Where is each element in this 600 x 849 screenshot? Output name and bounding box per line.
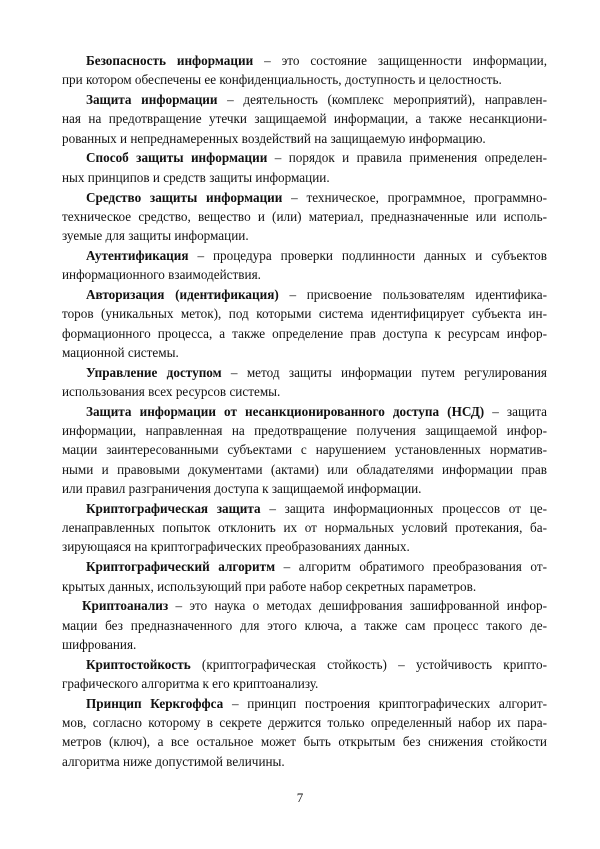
definition-term: Криптографический алгоритм <box>86 559 276 575</box>
definition-term: Аутентификация <box>86 247 189 263</box>
definition-text: или правил разграничения доступа к защищаемой информации. <box>62 481 422 497</box>
definition-paragraph <box>62 596 547 654</box>
definition-text: – присвоение пользователям идентифика- <box>278 287 547 303</box>
definition-text: формационного процесса, а также определение прав доступа к ресурсам инфор- <box>62 325 547 341</box>
definition-text: зирующаяся на криптографических преобразованиях данных. <box>62 539 410 555</box>
document-body <box>62 51 547 771</box>
definition-text: – техническое, программное, программно- <box>282 189 547 205</box>
definition-text: информационного взаимодействия. <box>62 267 261 283</box>
definition-text: шифрования. <box>62 636 137 652</box>
definition-text: – алгоритм обратимого преобразования от- <box>275 559 548 575</box>
definition-paragraph <box>62 246 547 285</box>
definition-text: информации, направленная на предотвращение получения защищаемой инфор- <box>62 423 547 439</box>
definition-paragraph <box>62 51 547 90</box>
definition-text: рованных и непреднамеренных воздействий на защищаемую информацию. <box>62 130 486 146</box>
definition-term: Принцип Керкгоффса <box>86 695 224 711</box>
definition-text: мации заинтересованными субъектами с нарушением установленных норматив- <box>62 442 547 458</box>
definition-paragraph <box>62 402 547 498</box>
definition-text: – деятельность (комплекс мероприятий), направлен- <box>217 92 547 108</box>
definition-paragraph <box>62 655 547 694</box>
definition-text: – защита <box>484 403 547 419</box>
definition-text: графического алгоритма к его криптоанализу. <box>62 676 319 691</box>
definition-text: мов, согласно которому в секрете держится только определенный набор их пара- <box>62 715 547 731</box>
definition-paragraph <box>62 694 547 771</box>
definition-text: крытых данных, использующий при работе набор секретных параметров. <box>62 578 477 594</box>
definition-text: алгоритма ниже допустимой величины. <box>62 753 285 769</box>
definition-paragraph <box>62 90 547 148</box>
definition-term: Защита информации <box>86 92 218 108</box>
definition-paragraph <box>62 148 547 187</box>
definition-paragraph <box>62 557 547 596</box>
definition-text: – это наука о методах дешифрования зашифрованной инфор- <box>168 598 547 614</box>
definition-paragraph <box>62 285 547 362</box>
definition-text: мационной системы. <box>62 344 179 360</box>
definition-term: Управление доступом <box>86 364 222 380</box>
definition-text: использования всех ресурсов системы. <box>62 384 281 400</box>
definition-text: техническое средство, вещество и (или) материал, предназначенные или исполь- <box>62 208 547 224</box>
definition-text: ными и правовыми документами (актами) или обладателями информации прав <box>62 461 547 477</box>
definition-term: Криптостойкость <box>86 656 191 672</box>
definition-text: ная на предотвращение утечки защищаемой информации, а также несанкциони- <box>62 111 547 127</box>
definition-text: торов (уникальных меток), под которыми система идентифицирует субъекта ин- <box>62 306 547 322</box>
definition-term: Авторизация (идентификация) <box>86 287 279 303</box>
definition-text: ных принципов и средств защиты информации. <box>62 169 330 185</box>
definition-paragraph <box>62 499 547 557</box>
definition-text: – принцип построения криптографических алгорит- <box>223 695 547 711</box>
definition-term: Безопасность информации <box>86 53 254 68</box>
definition-term: Защита информации от несанкционированного доступа (НСД) <box>86 403 485 419</box>
definition-text: метров (ключ), а все остальное может быть открытым без снижения стойкости <box>62 734 547 750</box>
definition-text: – процедура проверки подлинности данных и субъектов <box>188 247 547 263</box>
definition-term: Средство защиты информации <box>86 189 283 205</box>
definition-text: при котором обеспечены ее конфиденциальность, доступность и целостность. <box>62 72 502 88</box>
definition-text: – метод защиты информации путем регулирования <box>221 364 547 380</box>
definition-text: мации без предназначенного для этого ключа, а также сам процесс такого де- <box>62 617 547 633</box>
page-number: 7 <box>296 790 304 805</box>
definition-paragraph <box>62 188 547 246</box>
definition-term: Способ защиты информации <box>86 150 268 166</box>
definition-text: – это состояние защищенности информации, <box>253 53 548 68</box>
definition-paragraph <box>62 363 547 402</box>
definition-text: – порядок и правила применения определен- <box>267 150 547 166</box>
definition-text: ленаправленных попыток отклонить их от нормальных условий протекания, ба- <box>62 520 547 536</box>
definition-text: (криптографическая стойкость) – устойчивость крипто- <box>190 656 547 672</box>
definition-text: зуемые для защиты информации. <box>62 228 249 244</box>
definition-term: Криптоанализ <box>82 598 169 614</box>
definition-text: – защита информационных процессов от це- <box>260 500 547 516</box>
definition-term: Криптографическая защита <box>86 500 261 516</box>
